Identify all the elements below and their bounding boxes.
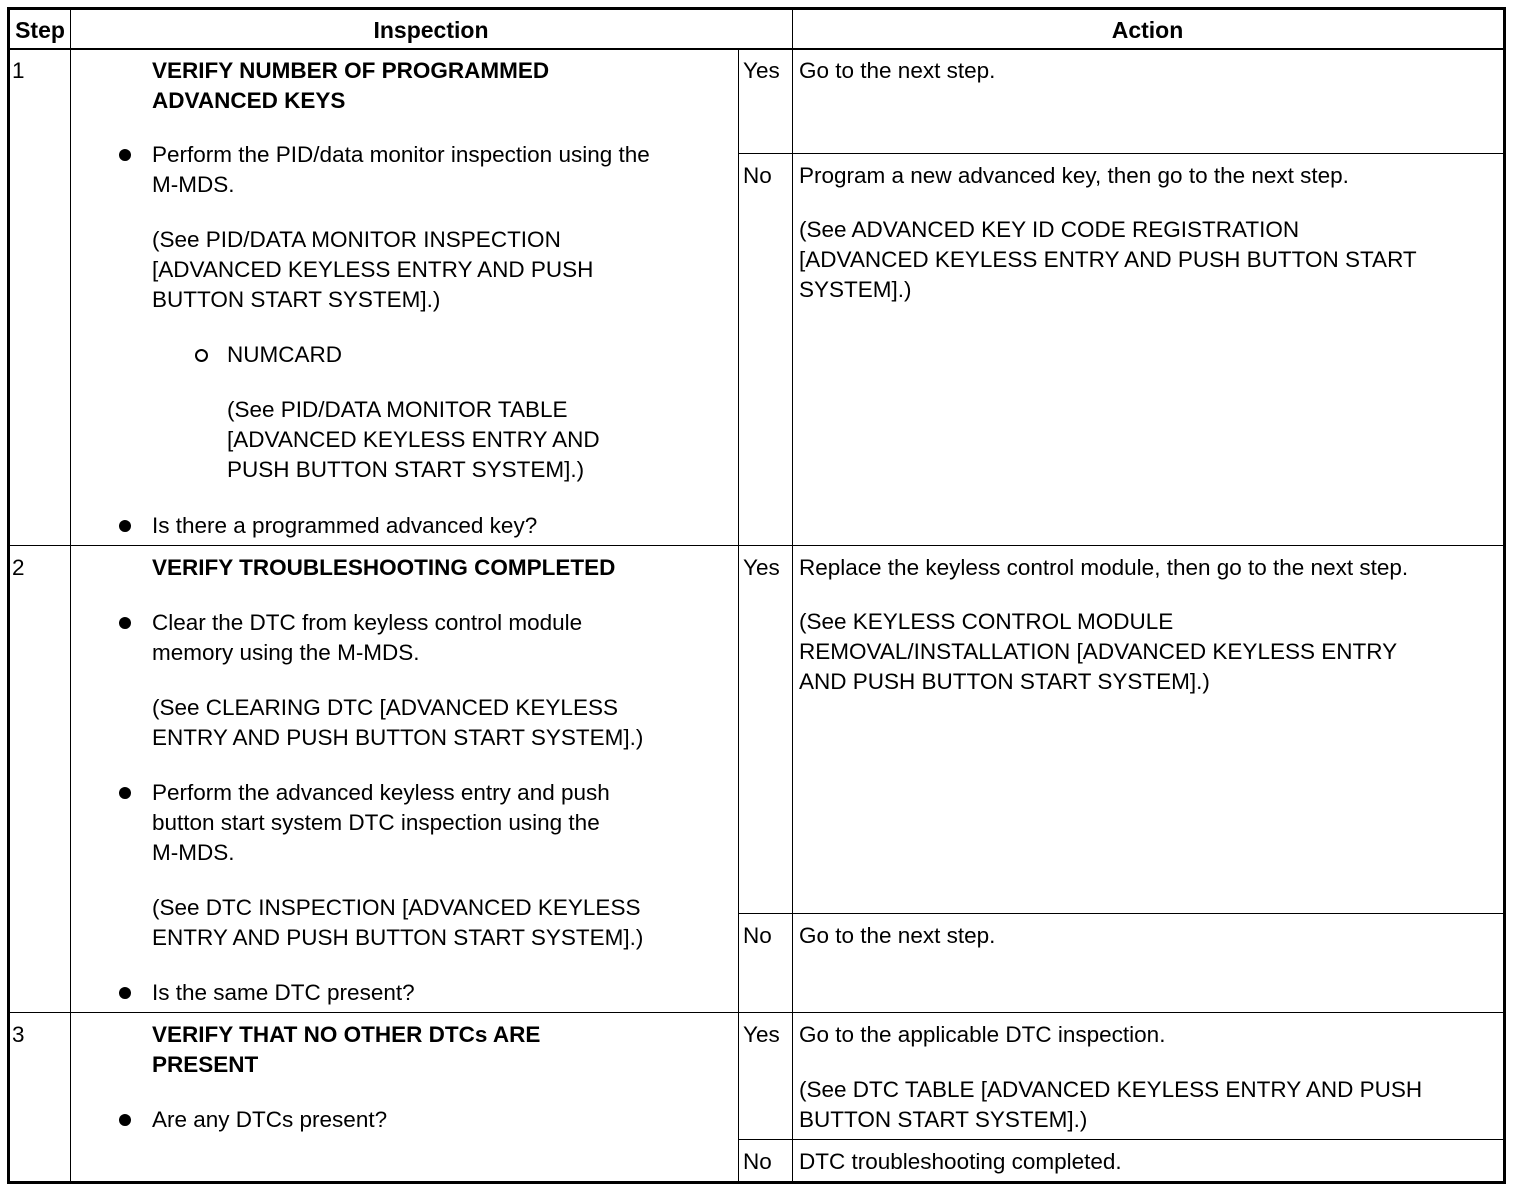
bullet-icon bbox=[119, 617, 131, 629]
step-1-no-label: No bbox=[743, 163, 772, 188]
step-1-no-ref-cont: [ADVANCED KEYLESS ENTRY AND PUSH BUTTON START bbox=[799, 247, 1417, 272]
step-2-bullet-2: Perform the advanced keyless entry and push bbox=[152, 780, 610, 805]
step-2-bullet-2-cont: button start system DTC inspection using the bbox=[152, 810, 600, 835]
header-action: Action bbox=[1111, 17, 1184, 43]
step-1-yes-action: Go to the next step. bbox=[799, 58, 996, 83]
step-2-yes-ref-cont2: AND PUSH BUTTON START SYSTEM].) bbox=[799, 669, 1210, 694]
troubleshooting-table bbox=[7, 7, 1506, 1184]
row-divider-1-yes-no bbox=[738, 153, 1503, 154]
step-1-ref-2-cont2: PUSH BUTTON START SYSTEM].) bbox=[227, 457, 585, 482]
step-1-yes-label: Yes bbox=[743, 58, 780, 83]
sub-bullet-icon bbox=[195, 349, 208, 362]
step-2-no-action: Go to the next step. bbox=[799, 923, 996, 948]
step-3-yes-ref: (See DTC TABLE [ADVANCED KEYLESS ENTRY AND PUSH bbox=[799, 1077, 1423, 1102]
step-2-ref-2: (See DTC INSPECTION [ADVANCED KEYLESS bbox=[152, 895, 641, 920]
step-3-title: VERIFY THAT NO OTHER DTCs ARE bbox=[152, 1022, 541, 1047]
step-3-title-cont: PRESENT bbox=[152, 1052, 259, 1077]
step-1-no-ref: (See ADVANCED KEY ID CODE REGISTRATION bbox=[799, 217, 1300, 242]
step-2-bullet-2-cont2: M-MDS. bbox=[152, 840, 235, 865]
step-2-ref-1-cont: ENTRY AND PUSH BUTTON START SYSTEM].) bbox=[152, 725, 644, 750]
step-2-yes-action: Replace the keyless control module, then go to the next step. bbox=[799, 555, 1409, 580]
step-1-title-cont: ADVANCED KEYS bbox=[152, 88, 346, 113]
step-1-bullet-2: Is there a programmed advanced key? bbox=[152, 513, 538, 538]
step-1-no-action: Program a new advanced key, then go to the next step. bbox=[799, 163, 1349, 188]
step-2-number: 2 bbox=[12, 555, 25, 580]
step-2-yes-ref: (See KEYLESS CONTROL MODULE bbox=[799, 609, 1174, 634]
step-1-bullet-1: Perform the PID/data monitor inspection using the bbox=[152, 142, 650, 167]
bullet-icon bbox=[119, 149, 131, 161]
bullet-icon bbox=[119, 1114, 131, 1126]
step-1-title: VERIFY NUMBER OF PROGRAMMED bbox=[152, 58, 550, 83]
step-1-ref-2-cont: [ADVANCED KEYLESS ENTRY AND bbox=[227, 427, 600, 452]
step-2-title: VERIFY TROUBLESHOOTING COMPLETED bbox=[152, 555, 616, 580]
step-1-no-ref-cont2: SYSTEM].) bbox=[799, 277, 912, 302]
row-divider-1-2 bbox=[10, 545, 1503, 546]
header-inspection: Inspection bbox=[373, 17, 489, 43]
bullet-icon bbox=[119, 520, 131, 532]
step-1-ref-2: (See PID/DATA MONITOR TABLE bbox=[227, 397, 568, 422]
step-2-yes-label: Yes bbox=[743, 555, 780, 580]
step-2-ref-1: (See CLEARING DTC [ADVANCED KEYLESS bbox=[152, 695, 618, 720]
row-divider-3-yes-no bbox=[738, 1139, 1503, 1140]
step-2-bullet-3: Is the same DTC present? bbox=[152, 980, 415, 1005]
step-3-bullet-1: Are any DTCs present? bbox=[152, 1107, 388, 1132]
step-3-number: 3 bbox=[12, 1022, 25, 1047]
col-divider-action bbox=[792, 10, 793, 1181]
header-step: Step bbox=[15, 17, 65, 43]
step-2-yes-ref-cont: REMOVAL/INSTALLATION [ADVANCED KEYLESS ENTRY bbox=[799, 639, 1398, 664]
step-2-bullet-1: Clear the DTC from keyless control module bbox=[152, 610, 583, 635]
step-3-yes-action: Go to the applicable DTC inspection. bbox=[799, 1022, 1166, 1047]
step-2-bullet-1-cont: memory using the M-MDS. bbox=[152, 640, 420, 665]
step-3-yes-ref-cont: BUTTON START SYSTEM].) bbox=[799, 1107, 1088, 1132]
bullet-icon bbox=[119, 787, 131, 799]
step-2-no-label: No bbox=[743, 923, 772, 948]
bullet-icon bbox=[119, 987, 131, 999]
step-1-number: 1 bbox=[12, 58, 25, 83]
step-3-no-action: DTC troubleshooting completed. bbox=[799, 1149, 1122, 1174]
step-1-sub-item: NUMCARD bbox=[227, 342, 342, 367]
row-divider-2-yes-no bbox=[738, 913, 1503, 914]
step-1-ref-1-cont2: BUTTON START SYSTEM].) bbox=[152, 287, 441, 312]
step-1-ref-1: (See PID/DATA MONITOR INSPECTION bbox=[152, 227, 561, 252]
step-2-ref-2-cont: ENTRY AND PUSH BUTTON START SYSTEM].) bbox=[152, 925, 644, 950]
step-3-yes-label: Yes bbox=[743, 1022, 780, 1047]
col-divider-step bbox=[70, 10, 71, 1181]
step-1-bullet-1-cont: M-MDS. bbox=[152, 172, 235, 197]
step-1-ref-1-cont: [ADVANCED KEYLESS ENTRY AND PUSH bbox=[152, 257, 594, 282]
step-3-no-label: No bbox=[743, 1149, 772, 1174]
row-divider-2-3 bbox=[10, 1012, 1503, 1013]
